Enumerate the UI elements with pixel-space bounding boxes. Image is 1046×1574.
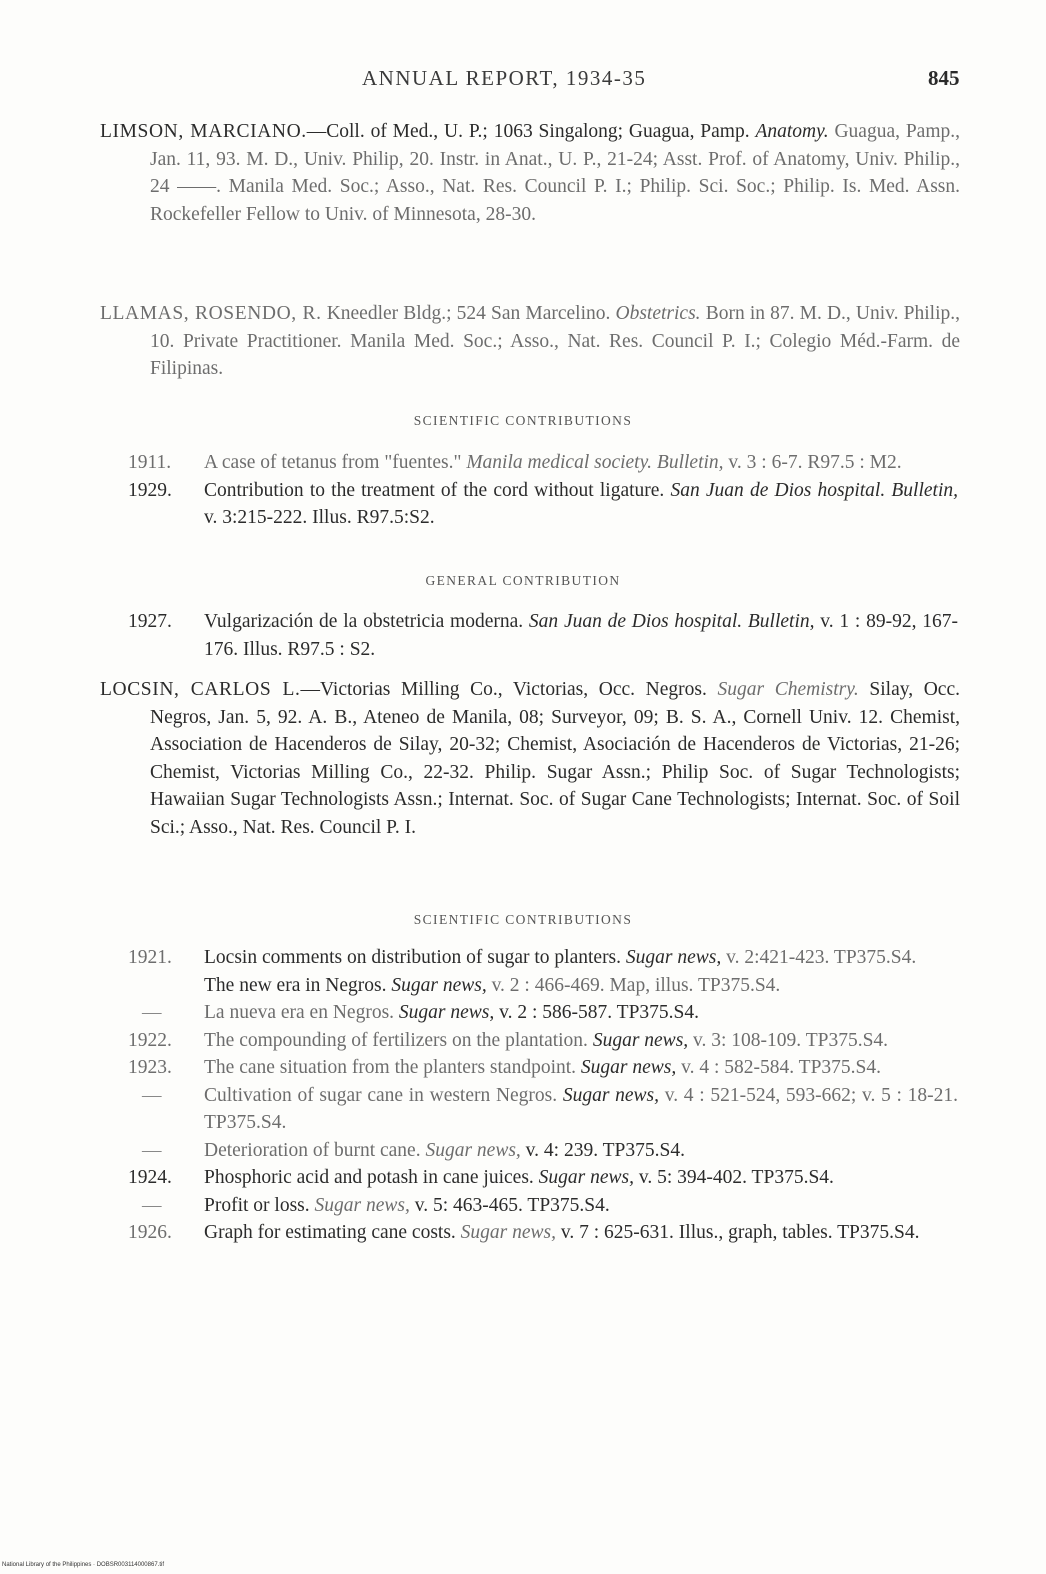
section-heading: GENERAL CONTRIBUTION xyxy=(425,573,621,588)
entry-text: —Coll. of Med., U. P.; 1063 Singalong; Guagua, Pamp. xyxy=(306,121,756,142)
list-item xyxy=(128,1219,958,1247)
contribution-source: Manila medical society. Bulletin, xyxy=(466,452,724,473)
contribution-details: v. 4: 239. TP375.S4. xyxy=(520,1139,685,1161)
contribution-details: v. 2:421-423. TP375.S4. xyxy=(721,947,917,968)
contribution-details: v. 3: 108-109. TP375.S4. xyxy=(688,1029,889,1051)
entry-field: Sugar Chemistry. xyxy=(717,679,859,700)
contribution-title: The cane situation from the planters standpoint. xyxy=(204,1057,581,1078)
list-item xyxy=(128,999,958,1027)
contribution-source: Sugar news, xyxy=(425,1139,521,1161)
list-item xyxy=(128,1164,958,1192)
contribution-title: Locsin comments on distribution of sugar to planters. xyxy=(204,947,626,968)
entry-llamas xyxy=(100,300,960,383)
contribution-year: 1921. xyxy=(128,947,172,968)
contribution-list xyxy=(128,944,958,1247)
contribution-year: 1926. xyxy=(128,1222,172,1243)
entry-name: LLAMAS, ROSENDO, R. xyxy=(100,303,322,324)
contribution-details: v. 4 : 582-584. TP375.S4. xyxy=(676,1057,882,1078)
contribution-title: The compounding of fertilizers on the plantation. xyxy=(204,1029,593,1051)
entry-name: LOCSIN, CARLOS L. xyxy=(100,679,301,700)
list-item xyxy=(128,972,958,1000)
contribution-year: 1923. xyxy=(128,1057,172,1078)
list-item xyxy=(128,1192,958,1220)
contribution-title: The new era in Negros. xyxy=(204,974,392,996)
entry-text: Kneedler Bldg.; 524 San Marcelino. xyxy=(321,303,616,324)
contribution-title: Phosphoric acid and potash in cane juices. xyxy=(204,1167,539,1188)
contribution-source: Sugar news, xyxy=(538,1167,635,1188)
contribution-list xyxy=(128,449,958,532)
page-number: 845 xyxy=(928,66,960,90)
scan-footer-note: National Library of the Philippines · DOBSR003114000867.tif xyxy=(2,1562,164,1568)
contribution-source: Sugar news, xyxy=(460,1222,557,1243)
contribution-details: v. 2 : 586-587. TP375.S4. xyxy=(494,1002,700,1023)
contribution-year: 1911. xyxy=(128,452,172,473)
list-item xyxy=(128,1054,958,1082)
entry-locsin xyxy=(100,676,960,841)
contribution-year: 1924. xyxy=(128,1167,172,1188)
contribution-source: Sugar news, xyxy=(391,974,487,996)
contribution-title: Profit or loss. xyxy=(204,1194,315,1216)
running-head xyxy=(0,66,1046,96)
entry-limson xyxy=(100,118,960,228)
list-item xyxy=(128,1137,958,1165)
contribution-details: v. 3:215-222. Illus. R97.5:S2. xyxy=(204,507,435,528)
contribution-title: A case of tetanus from "fuentes." xyxy=(204,452,467,473)
contribution-year: 1922. xyxy=(128,1029,172,1051)
entry-rest: Born in 87. M. D., Univ. Philip., 10. Private Practitioner. Manila Med. Soc.; Asso., Nat. Res. Council P. I.; Colegio Méd.-Farm. de Filipinas. xyxy=(150,303,961,379)
contribution-source: San Juan de Dios hospital. Bulletin, xyxy=(670,479,958,501)
entry-field: Obstetrics. xyxy=(615,303,701,324)
list-item xyxy=(128,608,958,663)
entry-rest: Guagua, Pamp., Jan. 11, 93. M. D., Univ. Philip, 20. Instr. in Anat., U. P., 21-24; Asst. Prof. of Anatomy, Univ. Philip., 24 ——. Manila Med. Soc.; Asso., Nat. Res. Council P. I.; Philip. Sci. Soc.; Philip. Is. Med. Assn. Rockefeller Fellow to Univ. of Minnesota, 28-30. xyxy=(150,121,961,225)
list-item xyxy=(128,477,958,532)
contribution-year: — xyxy=(142,1194,162,1216)
contribution-title: Cultivation of sugar cane in western Negros. xyxy=(204,1084,563,1106)
contribution-details: v. 5: 394-402. TP375.S4. xyxy=(634,1167,834,1188)
list-item xyxy=(128,1082,958,1137)
entry-text: —Victorias Milling Co., Victorias, Occ. Negros. xyxy=(300,679,718,700)
contribution-details: v. 3 : 6-7. R97.5 : M2. xyxy=(723,452,902,473)
contribution-details: v. 2 : 466-469. Map, illus. TP375.S4. xyxy=(486,974,781,996)
contribution-title: Graph for estimating cane costs. xyxy=(204,1222,461,1243)
entry-field: Anatomy. xyxy=(755,121,829,142)
contribution-year: — xyxy=(142,1002,162,1023)
contribution-source: Sugar news, xyxy=(625,947,722,968)
contribution-title: Vulgarización de la obstetricia moderna. xyxy=(204,611,529,632)
contribution-source: Sugar news, xyxy=(314,1194,410,1216)
contribution-source: Sugar news, xyxy=(398,1002,495,1023)
list-item xyxy=(128,449,958,477)
entry-rest: Silay, Occ. Negros, Jan. 5, 92. A. B., Ateneo de Manila, 08; Surveyor, 09; B. S. A., Cornell Univ. 12. Chemist, Association de Hacenderos de Silay, 20-32; Chemist, Asociación de Hacenderos de Victorias, 21-26; Chemist, Victorias Milling Co., 22-32. Philip. Sugar Assn.; Philip Soc. of Sugar Technologists; Hawaiian Sugar Technologists Assn.; Internat. Soc. of Sugar Cane Technologists; Internat. Soc. of Soil Sci.; Asso., Nat. Res. Council P. I. xyxy=(150,679,960,838)
section-heading: SCIENTIFIC CONTRIBUTIONS xyxy=(413,413,633,428)
contribution-title: Deterioration of burnt cane. xyxy=(204,1139,426,1161)
contribution-title: Contribution to the treatment of the cord without ligature. xyxy=(204,479,671,501)
contribution-source: San Juan de Dios hospital. Bulletin, xyxy=(528,611,815,632)
contribution-year: 1927. xyxy=(128,611,172,632)
running-title: ANNUAL REPORT, 1934-35 xyxy=(362,66,647,90)
contribution-details: v. 1 : 89-92, 167-176. Illus. R97.5 : S2. xyxy=(204,611,958,660)
contribution-list xyxy=(128,608,958,663)
entry-name: LIMSON, MARCIANO. xyxy=(100,121,307,142)
contribution-details: v. 5: 463-465. TP375.S4. xyxy=(409,1194,610,1216)
contribution-details: v. 7 : 625-631. Illus., graph, tables. TP375.S4. xyxy=(556,1222,920,1243)
contribution-year: — xyxy=(142,1139,162,1161)
list-item xyxy=(128,1027,958,1055)
list-item xyxy=(128,944,958,972)
contribution-details: v. 4 : 521-524, 593-662; v. 5 : 18-21. TP375.S4. xyxy=(204,1084,959,1133)
contribution-year: — xyxy=(142,1084,162,1106)
contribution-title: La nueva era en Negros. xyxy=(204,1002,399,1023)
contribution-source: Sugar news, xyxy=(562,1084,660,1106)
contribution-source: Sugar news, xyxy=(580,1057,677,1078)
contribution-source: Sugar news, xyxy=(592,1029,689,1051)
contribution-year: 1929. xyxy=(128,479,172,501)
section-heading: SCIENTIFIC CONTRIBUTIONS xyxy=(413,912,633,927)
